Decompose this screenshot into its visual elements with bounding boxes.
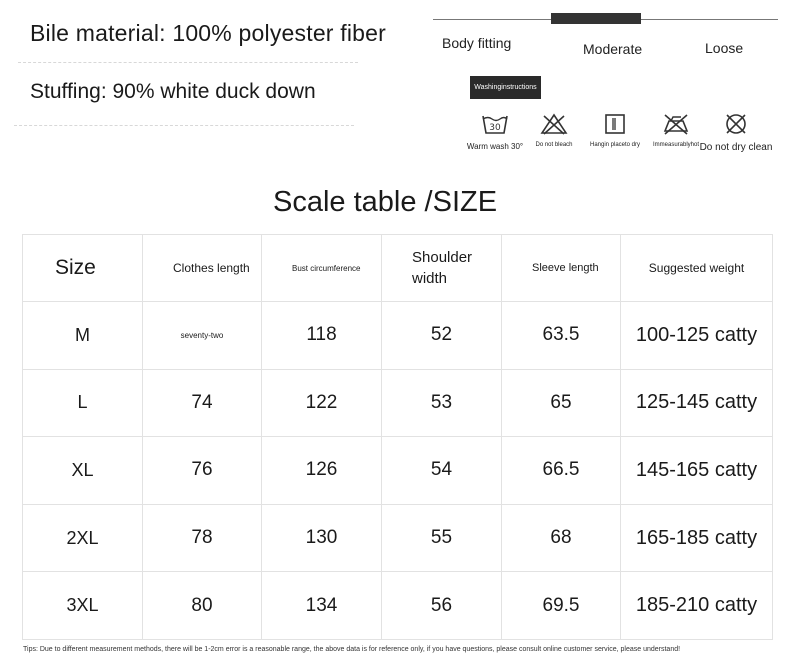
tips-note: Tips: Due to different measurement methods, there will be 1-2cm error is a reasonable range, the above data is for reference only, if you have questions, please consult online customer service, please understand! [23, 646, 681, 653]
table-header-row [23, 235, 773, 302]
no-dry-clean-icon [696, 112, 776, 136]
cell-bust: 126 [262, 437, 382, 505]
col-header-shoulder: Shoulder width [382, 235, 502, 302]
fit-scale-marker [551, 13, 641, 24]
washing-instructions-header: Washinginstructions [470, 76, 541, 99]
cell-sleeve: 69.5 [502, 572, 621, 640]
table-row [23, 302, 773, 370]
table-row [23, 437, 773, 505]
cell-bust: 134 [262, 572, 382, 640]
wash-label: Warm wash 30° [466, 142, 524, 151]
cell-length: seventy-two [143, 302, 262, 370]
col-header-size: Size [23, 235, 143, 302]
washing-icons [458, 112, 798, 167]
cell-bust: 118 [262, 302, 382, 370]
size-table-title: Scale table /SIZE [273, 186, 498, 218]
cell-size: L [23, 369, 143, 437]
fit-label-body-fitting: Body fitting [442, 35, 512, 51]
cell-shoulder: 55 [382, 504, 502, 572]
cell-weight: 165-185 catty [621, 504, 773, 572]
stuffing-text: Stuffing: 90% white duck down [30, 80, 316, 103]
cell-length: 80 [143, 572, 262, 640]
fit-scale [433, 8, 778, 22]
cell-bust: 122 [262, 369, 382, 437]
table-row [23, 572, 773, 640]
cell-shoulder: 56 [382, 572, 502, 640]
divider [18, 62, 358, 63]
svg-text:30: 30 [489, 123, 501, 133]
col-header-weight: Suggested weight [621, 235, 773, 302]
cell-length: 78 [143, 504, 262, 572]
cell-size: XL [23, 437, 143, 505]
cell-size: M [23, 302, 143, 370]
cell-size: 3XL [23, 572, 143, 640]
cell-length: 74 [143, 369, 262, 437]
fit-label-loose: Loose [705, 40, 744, 56]
cell-sleeve: 68 [502, 504, 621, 572]
cell-shoulder: 53 [382, 369, 502, 437]
cell-shoulder: 54 [382, 437, 502, 505]
fabric-material-text: Bile material: 100% polyester fiber [30, 20, 386, 46]
cell-length: 76 [143, 437, 262, 505]
cell-weight: 145-165 catty [621, 437, 773, 505]
col-header-length: Clothes length [143, 235, 262, 302]
wash-label: Do not bleach [535, 142, 573, 148]
col-header-bust: Bust circumference [262, 235, 382, 302]
col-header-sleeve: Sleeve length [502, 235, 621, 302]
wash-label: Immeasurablyhot [652, 142, 700, 148]
divider [14, 125, 354, 126]
size-table [22, 234, 773, 640]
table-row [23, 504, 773, 572]
table-row [23, 369, 773, 437]
cell-sleeve: 66.5 [502, 437, 621, 505]
cell-shoulder: 52 [382, 302, 502, 370]
cell-bust: 130 [262, 504, 382, 572]
cell-weight: 100-125 catty [621, 302, 773, 370]
wash-item [696, 112, 776, 153]
cell-sleeve: 65 [502, 369, 621, 437]
cell-size: 2XL [23, 504, 143, 572]
fit-label-moderate: Moderate [583, 41, 643, 57]
cell-sleeve: 63.5 [502, 302, 621, 370]
cell-weight: 185-210 catty [621, 572, 773, 640]
cell-weight: 125-145 catty [621, 369, 773, 437]
wash-label: Hangin placeto dry [589, 142, 641, 148]
wash-label: Do not dry clean [699, 142, 773, 153]
